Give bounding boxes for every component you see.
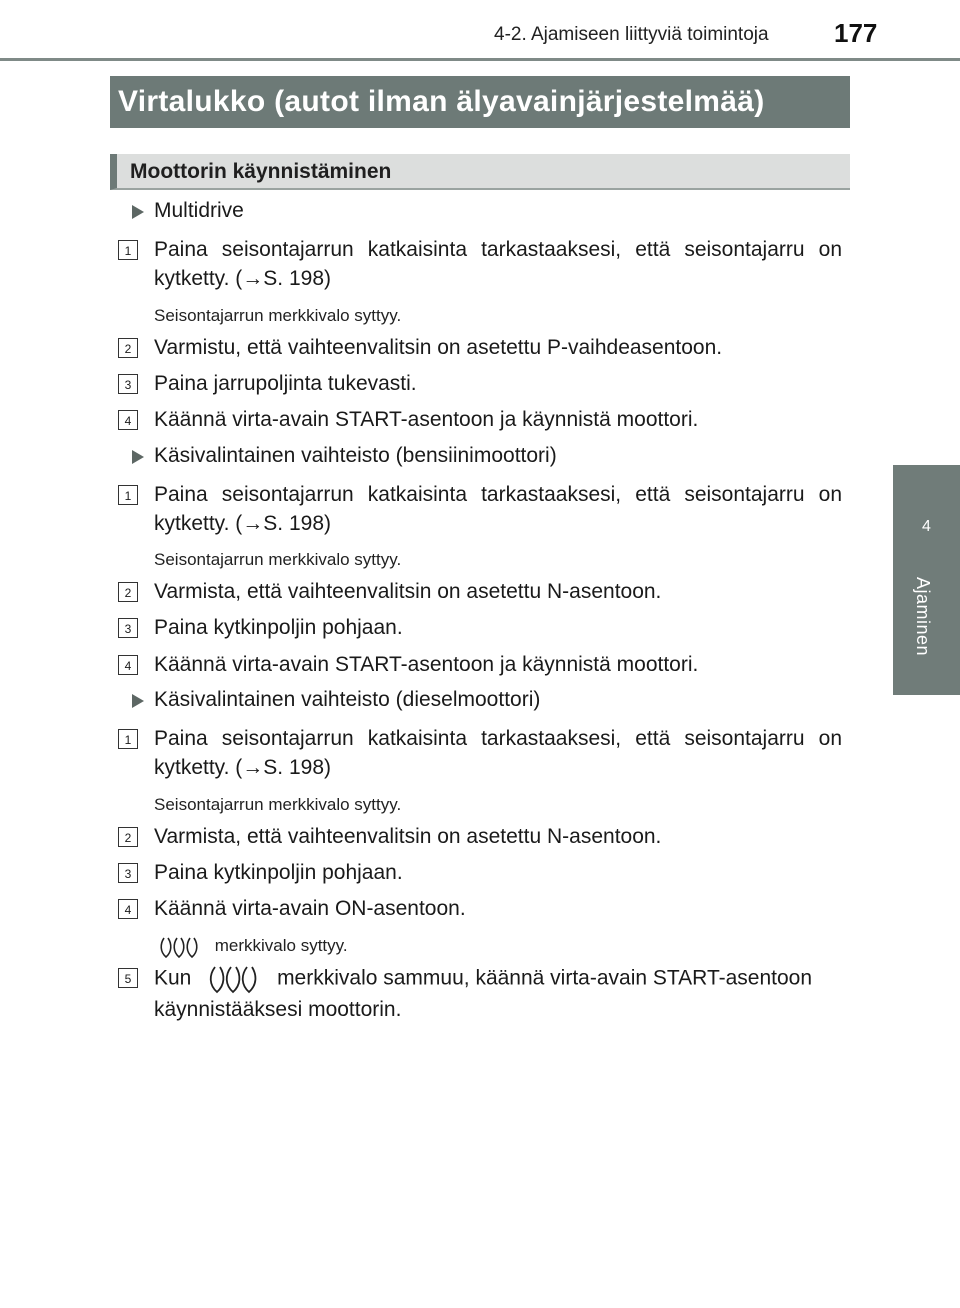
section-heading-manual-diesel: Käsivalintainen vaihteisto (dieselmoottori) <box>154 688 541 711</box>
step-note: Seisontajarrun merkkivalo syttyy. <box>154 306 402 325</box>
step-note: Seisontajarrun merkkivalo syttyy. <box>154 795 402 814</box>
step-number: 5 <box>118 968 138 988</box>
step-number: 1 <box>118 729 138 749</box>
step-text: Käännä virta-avain START-asentoon ja käynnistä moottori. <box>154 653 699 676</box>
step-number: 1 <box>118 240 138 260</box>
step-number: 2 <box>118 338 138 358</box>
step-number: 2 <box>118 827 138 847</box>
triangle-bullet-icon <box>132 205 144 219</box>
step-text: Käännä virta-avain ON-asentoon. <box>154 897 466 920</box>
step-number: 4 <box>118 410 138 430</box>
step-note: Seisontajarrun merkkivalo syttyy. <box>154 550 402 569</box>
triangle-bullet-icon <box>132 694 144 708</box>
step-number: 3 <box>118 863 138 883</box>
step-text: Paina kytkinpoljin pohjaan. <box>154 861 403 884</box>
step-text: Paina seisontajarrun katkaisinta tarkastaaksesi, että seisontajarru on kytketty. (→S. 198) <box>154 238 842 290</box>
chapter-label: Ajaminen <box>913 577 933 657</box>
step-text: Paina seisontajarrun katkaisinta tarkastaaksesi, että seisontajarru on kytketty. (→S. 198) <box>154 727 842 779</box>
step-number: 4 <box>118 655 138 675</box>
step-text: Varmista, että vaihteenvalitsin on asetettu N-asentoon. <box>154 580 662 603</box>
step-text: Paina jarrupoljinta tukevasti. <box>154 372 417 395</box>
triangle-bullet-icon <box>132 450 144 464</box>
step-number: 4 <box>118 899 138 919</box>
step-text: Varmistu, että vaihteenvalitsin on asetettu P-vaihdeasentoon. <box>154 336 723 359</box>
step-text: Paina kytkinpoljin pohjaan. <box>154 616 403 639</box>
glow-plug-indicator-icon <box>207 963 265 995</box>
page-title: Virtalukko (autot ilman älyavainjärjestelmää) <box>110 76 850 128</box>
step-text <box>154 963 842 1024</box>
section-heading-manual-petrol: Käsivalintainen vaihteisto (bensiinimoottori) <box>154 444 557 467</box>
glow-plug-note <box>158 934 348 960</box>
page-number: 177 <box>834 18 878 48</box>
step-text-before: Kun <box>154 966 192 990</box>
step-number: 3 <box>118 374 138 394</box>
subheading-bar <box>110 154 850 190</box>
step-text: Paina seisontajarrun katkaisinta tarkastaaksesi, että seisontajarru on kytketty. (→S. 198) <box>154 483 842 535</box>
glow-plug-indicator-icon <box>158 934 204 960</box>
subheading-text: Moottorin käynnistäminen <box>130 160 392 183</box>
glow-plug-note-text: merkkivalo syttyy. <box>214 936 348 956</box>
step-text: Käännä virta-avain START-asentoon ja käynnistä moottori. <box>154 408 699 431</box>
step-text-after: merkkivalo sammuu, käännä virta-avain START-asentoon käynnistääksesi moottorin. <box>154 966 813 1021</box>
step-number: 1 <box>118 485 138 505</box>
section-heading-multidrive: Multidrive <box>154 199 244 222</box>
step-text: Varmista, että vaihteenvalitsin on asetettu N-asentoon. <box>154 825 662 848</box>
chapter-number: 4 <box>922 518 931 535</box>
step-number: 3 <box>118 618 138 638</box>
running-header: 4-2. Ajamiseen liittyviä toimintoja <box>494 24 769 45</box>
header-rule <box>0 58 960 61</box>
step-number: 2 <box>118 582 138 602</box>
